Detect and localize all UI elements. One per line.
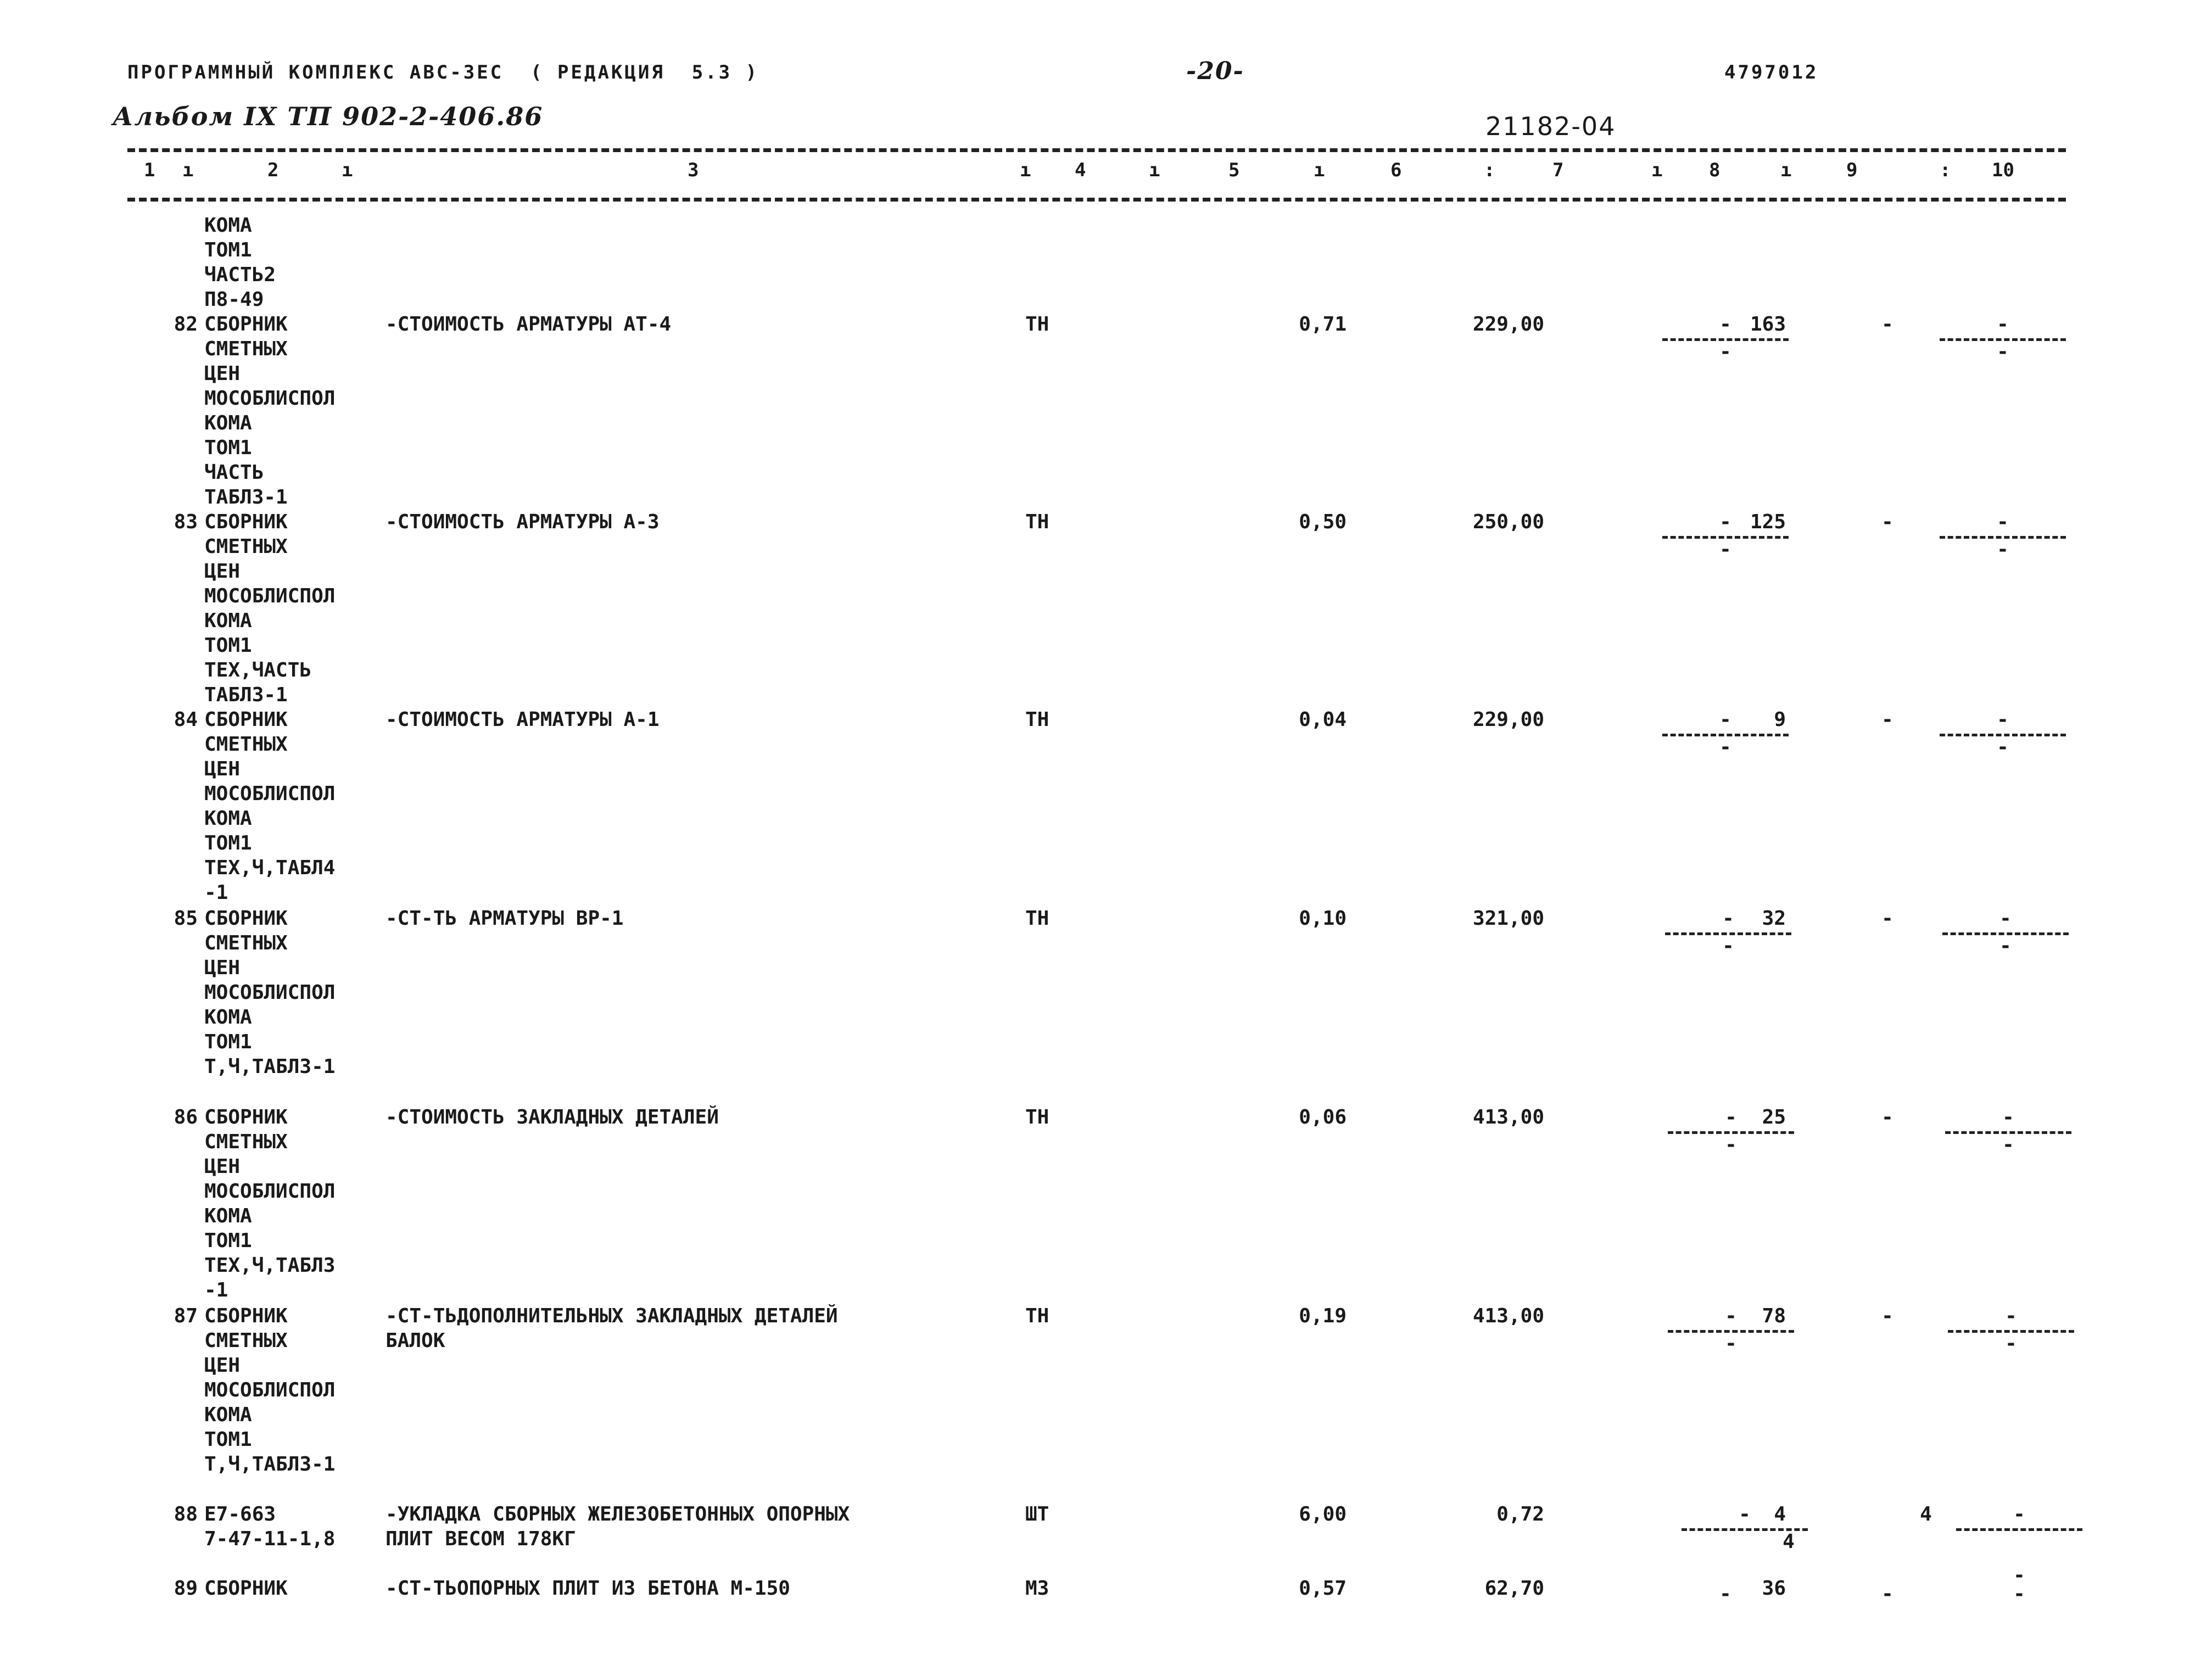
header-bottom-rule (127, 198, 2066, 202)
item-description: -СТОИМОСТЬ АРМАТУРЫ АТ-4 (386, 313, 672, 336)
col9-value: - (1881, 907, 1893, 930)
total: 9 (1774, 708, 1786, 731)
source-reference: СБОРНИК (204, 1577, 288, 1600)
column-header: 4 (1075, 159, 1086, 181)
source-reference: КОМА ТОМ1 ЧАСТЬ2 П8-49 (204, 214, 276, 311)
row-number: 88 (174, 1503, 198, 1526)
total: 25 (1762, 1106, 1786, 1128)
unit-price: 321,00 (1472, 907, 1544, 930)
source-reference: СБОРНИК СМЕТНЫХ ЦЕН МОСОБЛИСПОЛ КОМА ТОМ1 ТЕХ,ЧАСТЬ ТАБЛ3-1 (204, 511, 336, 706)
item-description: -СТОИМОСТЬ АРМАТУРЫ А-1 (386, 708, 660, 731)
col9-value: - (1881, 1583, 1893, 1605)
quantity: 0,19 (1299, 1305, 1347, 1327)
col9-value: 4 (1920, 1503, 1932, 1526)
column-header: 7 (1552, 159, 1564, 181)
quantity: 0,10 (1299, 907, 1347, 930)
row-number: 87 (174, 1305, 198, 1327)
column-header: 9 (1846, 159, 1858, 181)
unit: ТН (1025, 907, 1049, 930)
document-code: 4797012 (1724, 62, 1819, 83)
column-header: 8 (1709, 159, 1721, 181)
item-description: -СТОИМОСТЬ ЗАКЛАДНЫХ ДЕТАЛЕЙ (386, 1106, 719, 1128)
unit-price: 229,00 (1472, 313, 1544, 336)
unit-price: 62,70 (1484, 1577, 1544, 1600)
program-title: ПРОГРАММНЫЙ КОМПЛЕКС АВС-ЗЕС ( РЕДАКЦИЯ 5.3 ) (127, 62, 759, 83)
row-number: 84 (174, 708, 198, 731)
col9-value: - (1881, 313, 1893, 336)
total: 163 (1750, 313, 1786, 336)
unit-price: 250,00 (1472, 511, 1544, 533)
unit: ТН (1025, 511, 1049, 533)
total: 4 (1774, 1503, 1786, 1526)
unit: ШТ (1025, 1503, 1049, 1526)
source-reference: СБОРНИК СМЕТНЫХ ЦЕН МОСОБЛИСПОЛ КОМА ТОМ1 ЧАСТЬ ТАБЛ3-1 (204, 313, 336, 509)
quantity: 0,04 (1299, 708, 1347, 731)
source-reference: СБОРНИК СМЕТНЫХ ЦЕН МОСОБЛИСПОЛ КОМА ТОМ1 Т,Ч,ТАБЛ3-1 (204, 1305, 336, 1476)
row-number: 86 (174, 1106, 198, 1128)
quantity: 0,71 (1299, 313, 1347, 336)
unit: ТН (1025, 708, 1049, 731)
header-top-rule (127, 148, 2066, 152)
column-header: 6 (1390, 159, 1402, 181)
total: 32 (1762, 907, 1786, 930)
row-number: 85 (174, 907, 198, 930)
document-number: 21182-04 (1485, 111, 1616, 141)
unit-price: 229,00 (1472, 708, 1544, 731)
row-number: 89 (174, 1577, 198, 1600)
column-header: 10 (1992, 159, 2014, 181)
col9-value: - (1881, 1106, 1893, 1128)
quantity: 0,50 (1299, 511, 1347, 533)
total: 125 (1750, 511, 1786, 533)
column-header: 3 (688, 159, 699, 181)
item-description: -СТ-ТЬ АРМАТУРЫ ВР-1 (386, 907, 624, 930)
column-header-row: 1 ı 2 ı 3 ı 4 ı 5 ı 6 : 7 ı 8 ı 9 : 10 (144, 159, 2014, 181)
source-reference: СБОРНИК СМЕТНЫХ ЦЕН МОСОБЛИСПОЛ КОМА ТОМ1 Т,Ч,ТАБЛ3-1 (204, 907, 336, 1078)
page-number: -20- (1186, 57, 1244, 85)
unit-price: 413,00 (1472, 1305, 1544, 1327)
unit-price: 413,00 (1472, 1106, 1544, 1128)
unit-price: 0,72 (1496, 1503, 1544, 1526)
unit: ТН (1025, 1106, 1049, 1128)
source-reference: Е7-663 7-47-11-1,8 (204, 1503, 336, 1550)
item-description: -СТ-ТЬОПОРНЫХ ПЛИТ ИЗ БЕТОНА М-150 (386, 1577, 790, 1600)
col9-value: - (1881, 511, 1893, 533)
item-description: -СТ-ТЬДОПОЛНИТЕЛЬНЫХ ЗАКЛАДНЫХ ДЕТАЛЕЙ БАЛОК (386, 1305, 838, 1352)
col8-value: - (1719, 1583, 1731, 1605)
row-number: 82 (174, 313, 198, 336)
unit: ТН (1025, 1305, 1049, 1327)
item-description: -УКЛАДКА СБОРНЫХ ЖЕЛЕЗОБЕТОННЫХ ОПОРНЫХ ПЛИТ ВЕСОМ 178КГ (386, 1503, 850, 1550)
col9-value: - (1881, 1305, 1893, 1327)
quantity: 6,00 (1299, 1503, 1347, 1526)
column-header: 1 (144, 159, 155, 181)
item-description: -СТОИМОСТЬ АРМАТУРЫ А-3 (386, 511, 660, 533)
total: 36 (1762, 1577, 1786, 1600)
unit: ТН (1025, 313, 1049, 336)
quantity: 0,06 (1299, 1106, 1347, 1128)
row-number: 83 (174, 511, 198, 533)
total: 78 (1762, 1305, 1786, 1327)
unit: М3 (1025, 1577, 1049, 1600)
column-header: 5 (1228, 159, 1240, 181)
column-header: 2 (267, 159, 279, 181)
source-reference: СБОРНИК СМЕТНЫХ ЦЕН МОСОБЛИСПОЛ КОМА ТОМ1 ТЕХ,Ч,ТАБЛ3 -1 (204, 1106, 336, 1301)
quantity: 0,57 (1299, 1577, 1347, 1600)
album-label: Альбом IX ТП 902-2-406.86 (113, 102, 544, 131)
col9-value: - (1881, 708, 1893, 731)
source-reference: СБОРНИК СМЕТНЫХ ЦЕН МОСОБЛИСПОЛ КОМА ТОМ1 ТЕХ,Ч,ТАБЛ4 -1 (204, 708, 336, 904)
